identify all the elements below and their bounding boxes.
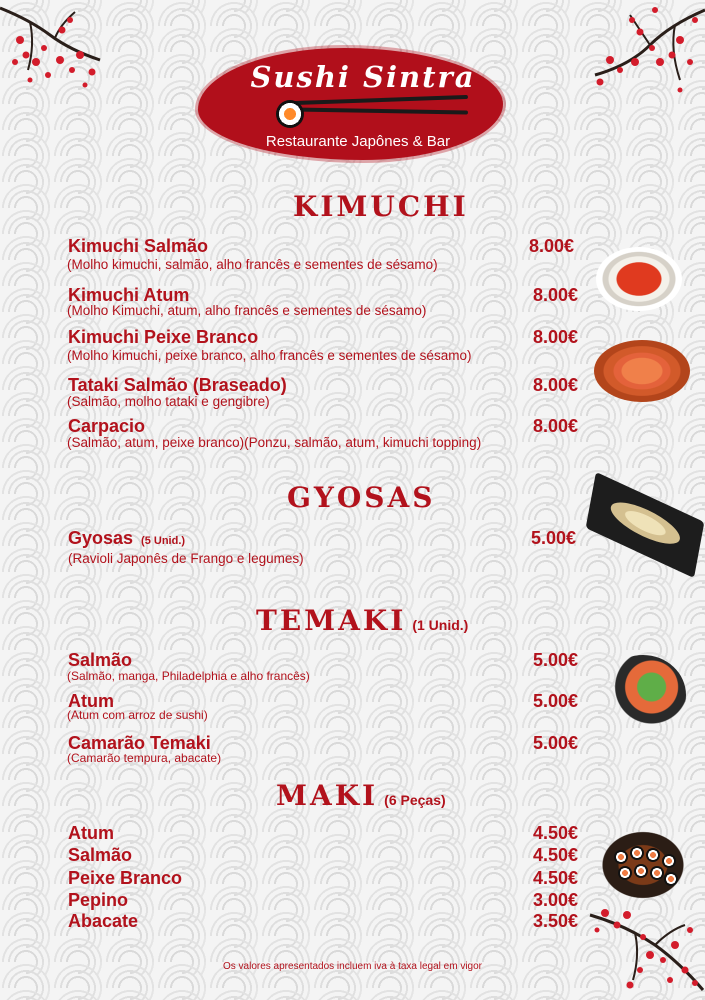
- menu-item-quantity-note: (5 Unid.): [141, 535, 186, 547]
- menu-item-price: 5.00€: [533, 691, 579, 711]
- menu-item-name: Kimuchi Peixe Branco: [68, 327, 259, 347]
- menu-item-description: (Atum com arroz de sushi): [67, 708, 208, 722]
- menu-item-price: 8.00€: [533, 375, 579, 395]
- maki-platter-photo: [600, 830, 686, 900]
- restaurant-logo: [198, 48, 503, 160]
- section-quantity-note: (1 Unid.): [412, 617, 469, 633]
- temaki-photo: [600, 655, 686, 735]
- menu-item-price: 8.00€: [533, 285, 579, 305]
- menu-item-name: Abacate: [68, 911, 139, 931]
- menu-item-price: 3.50€: [533, 911, 579, 931]
- maki-piece: [634, 864, 648, 878]
- menu-item-name: Atum: [68, 691, 114, 711]
- cherry-blossom-bottom-right: [585, 885, 705, 995]
- menu-item-name: Tataki Salmão (Braseado): [68, 375, 287, 395]
- maki-piece: [630, 846, 644, 860]
- footer-note: Os valores apresentados incluem iva à taxa legal em vigor: [222, 961, 483, 972]
- menu-item-description: (Salmão, manga, Philadelphia e alho francês): [67, 669, 310, 683]
- menu-item-description: (Molho kimuchi, peixe branco, alho francês e sementes de sésamo): [67, 348, 472, 363]
- menu-item-price: 4.50€: [533, 823, 579, 843]
- maki-piece: [614, 850, 628, 864]
- menu-item-description: (Molho kimuchi, salmão, alho francês e sementes de sésamo): [67, 257, 438, 272]
- cherry-blossom-top-right: [580, 0, 705, 110]
- menu-item-description: (Molho Kimuchi, atum, alho francês e sementes de sésamo): [67, 303, 427, 318]
- kimuchi-dish-photo: [596, 247, 682, 311]
- gyoza-plate-photo: [586, 472, 705, 578]
- section-title-text: MAKI: [276, 779, 379, 812]
- maki-piece: [662, 854, 676, 868]
- menu-item-description: (Salmão, atum, peixe branco)(Ponzu, salmão, atum, kimuchi topping): [67, 435, 482, 450]
- menu-item-price: 4.50€: [533, 868, 579, 888]
- menu-item-description: (Salmão, molho tataki e gengibre): [67, 394, 270, 409]
- logo-subtitle: Restaurante Japônes & Bar: [265, 133, 451, 150]
- menu-item-name: Salmão: [68, 845, 133, 865]
- sushi-roll-icon: [276, 100, 304, 128]
- menu-item-price: 8.00€: [529, 236, 575, 256]
- logo-title: Sushi Sintra: [250, 60, 476, 94]
- section-title-kimuchi: KIMUCHI: [293, 190, 469, 223]
- section-quantity-note: (6 Peças): [384, 792, 446, 808]
- menu-item-name: Salmão: [68, 650, 133, 670]
- menu-item-name: Kimuchi Salmão: [68, 236, 209, 256]
- menu-item-name: Atum: [68, 823, 114, 843]
- menu-item-price: 3.00€: [533, 890, 579, 910]
- menu-item-price: 5.00€: [533, 650, 579, 670]
- menu-item-name: Camarão Temaki: [68, 733, 211, 753]
- maki-piece: [650, 866, 664, 880]
- section-title-maki: [276, 779, 446, 812]
- maki-piece: [646, 848, 660, 862]
- maki-piece: [664, 872, 678, 886]
- section-title-gyosas: GYOSAS: [287, 481, 436, 514]
- maki-piece: [618, 866, 632, 880]
- menu-item-price: 8.00€: [533, 416, 579, 436]
- section-title-text: TEMAKI: [256, 604, 407, 637]
- menu-item-price: 8.00€: [533, 327, 579, 347]
- menu-item-price: 5.00€: [531, 528, 577, 548]
- menu-item-name-text: Gyosas: [68, 528, 134, 548]
- menu-item-description: (Camarão tempura, abacate): [67, 751, 222, 765]
- menu-item-name: Pepino: [68, 890, 129, 910]
- menu-item-price: 4.50€: [533, 845, 579, 865]
- section-title-temaki: [256, 604, 468, 637]
- menu-item-price: 5.00€: [533, 733, 579, 753]
- cherry-blossom-top-left: [0, 0, 110, 110]
- menu-item-description: (Ravioli Japonês de Frango e legumes): [68, 551, 304, 566]
- tataki-dish-photo: [594, 340, 690, 402]
- menu-item-name: Peixe Branco: [68, 868, 183, 888]
- menu-item-name: Kimuchi Atum: [68, 285, 190, 305]
- menu-item-name: [68, 528, 185, 549]
- menu-item-name: Carpacio: [68, 416, 146, 436]
